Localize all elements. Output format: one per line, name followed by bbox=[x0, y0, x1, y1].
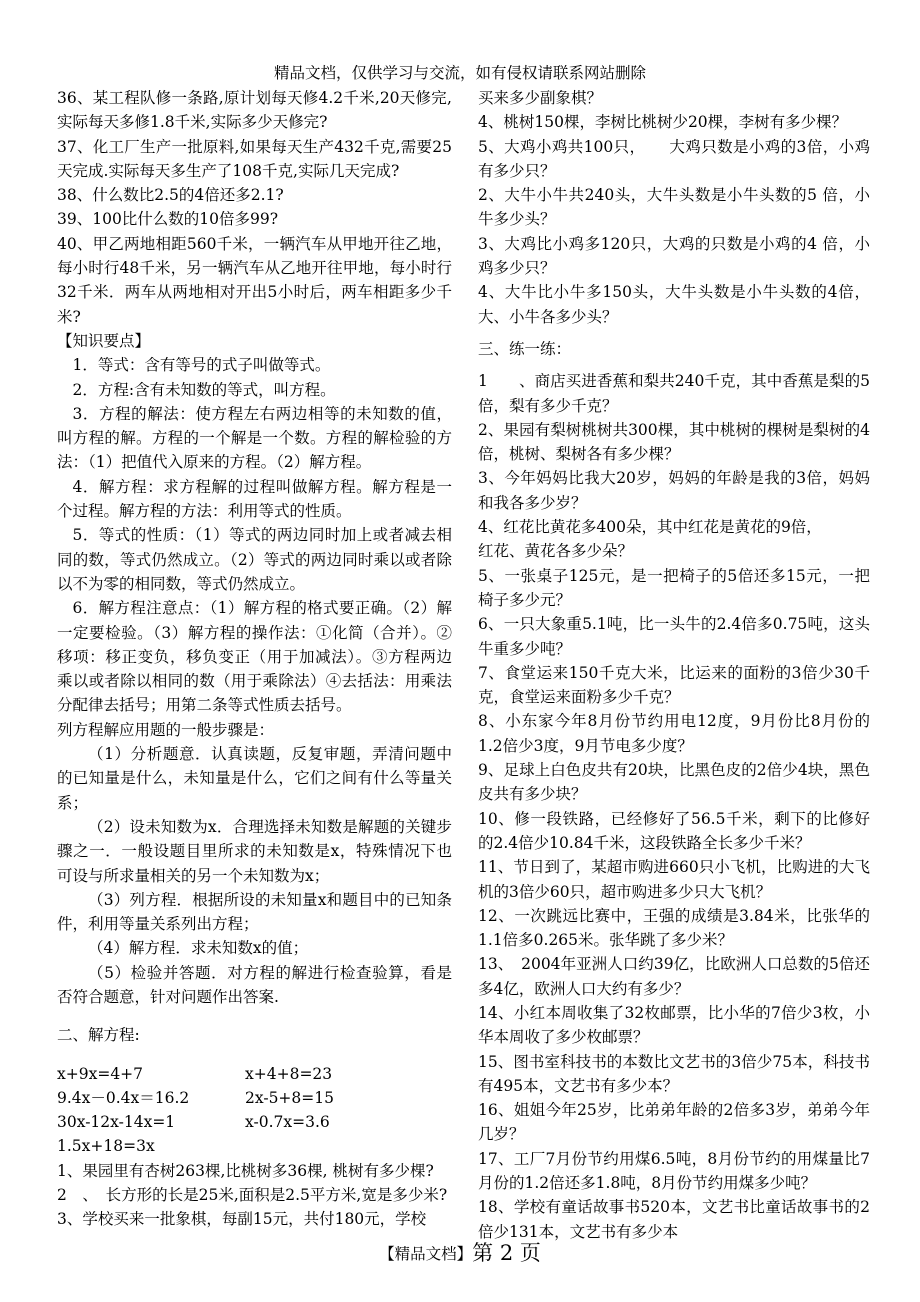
practice-item: 9、足球上白色皮共有20块，比黑色皮的2倍少4块，黑色皮共有多少块？ bbox=[478, 761, 870, 804]
knowledge-item: 3．方程的解法：使方程左右两边相等的未知数的值，叫方程的解。方程的一个解是一个数。方程的解检验的方法：（1）把值代入原来的方程。（2）解方程。 bbox=[57, 404, 452, 472]
knowledge-item: 1．等式：含有等号的式子叫做等式。 bbox=[72, 356, 331, 375]
word-problem: 5、大鸡小鸡共100只， 大鸡只数是小鸡的3倍，小鸡有多少只？ bbox=[478, 137, 870, 180]
knowledge-title: 【知识要点】 bbox=[57, 331, 151, 350]
problem-37: 37、化工厂生产一批原料,如果每天生产432千克,需要25天完成.实际每天多生产了108千克,实际几天完成? bbox=[57, 137, 452, 180]
word-problem: 3、大鸡比小鸡多120只，大鸡的只数是小鸡的4 倍，小鸡多少只？ bbox=[478, 234, 870, 278]
word-problem: 2、大牛小牛共240头，大牛头数是小牛头数的5 倍，小牛多少头？ bbox=[478, 186, 870, 229]
page-number: 第 2 页 bbox=[472, 1241, 541, 1265]
practice-item: 6、一只大象重5.1吨，比一头牛的2.4倍多0.75吨，这头牛重多少吨？ bbox=[478, 615, 870, 658]
page-header: 精品文档，仅供学习与交流，如有侵权请联系网站删除 bbox=[273, 64, 646, 82]
practice-item: 15、图书室科技书的本数比文艺书的3倍少75本，科技书有495本，文艺书有多少本？ bbox=[478, 1052, 870, 1095]
word-problem: 4、大牛比小牛多150头，大牛头数是小牛头数的4倍，大、小牛各多少头？ bbox=[478, 283, 870, 326]
section-3-title: 三、练一练： bbox=[478, 339, 572, 358]
practice-item: 8、小东家今年8月份节约用电12度，9月份比8月份的1.2倍少3度，9月节电多少度？ bbox=[478, 712, 870, 755]
practice-item: 17、工厂7月份节约用煤6.5吨，8月份节约的用煤量比7月份的1.2倍还多1.8吨，8月份节约用煤多少吨？ bbox=[478, 1149, 870, 1193]
equation: x-0.7x=3.6 bbox=[245, 1113, 330, 1132]
practice-item: 18、学校有童话故事书520本，文艺书比童话故事书的2倍少131本，文艺书有多少本 bbox=[478, 1198, 870, 1241]
equation-row bbox=[57, 1086, 452, 1110]
word-problem: 买来多少副象棋？ bbox=[478, 89, 603, 107]
problem-38: 38、什么数比2.5的4倍还多2.1? bbox=[57, 186, 284, 205]
section-2-title: 二、解方程: bbox=[57, 1026, 140, 1045]
equation: 2x-5+8=15 bbox=[245, 1088, 334, 1107]
practice-item: 10、修一段铁路，已经修好了56.5千米，剩下的比修好的2.4倍少10.84千米，这段铁路全长多少千米？ bbox=[478, 809, 870, 852]
practice-item: 16、姐姐今年25岁，比弟弟年龄的2倍多3岁，弟弟今年几岁？ bbox=[478, 1101, 870, 1144]
word-problem: 1、果园里有杏树263棵,比桃树多36棵, 桃树有多少棵? bbox=[57, 1161, 434, 1180]
equation-row bbox=[57, 1062, 452, 1086]
knowledge-item: 4．解方程：求方程解的过程叫做解方程。解方程是一个过程。解方程的方法：利用等式的性质。 bbox=[57, 477, 452, 521]
step-item: （2）设未知数为x．合理选择未知数是解题的关键步骤之一．一般设题目里所求的未知数是x，特殊情况下也可设与所求量相关的另一个未知数为x； bbox=[57, 817, 452, 885]
knowledge-item: 5．等式的性质：（1）等式的两边同时加上或者减去相同的数，等式仍然成立。（2）等式的两边同时乘以或者除以不为零的相同数，等式仍然成立。 bbox=[57, 526, 452, 593]
word-problem: 4、桃树150棵，李树比桃树少20棵，李树有多少棵？ bbox=[478, 113, 848, 132]
practice-item: 2、果园有梨树桃树共300棵，其中桃树的棵树是梨树的4倍，桃树、梨树各有多少棵？ bbox=[478, 420, 870, 464]
practice-item: 5、一张桌子125元，是一把椅子的5倍还多15元，一把椅子多少元？ bbox=[478, 566, 870, 609]
practice-item: 1 、商店买进香蕉和梨共240千克，其中香蕉是梨的5倍，梨有多少千克？ bbox=[478, 372, 870, 415]
word-problem: 2 、 长方形的长是25米,面积是2.5平方米,宽是多少米? bbox=[57, 1186, 448, 1205]
knowledge-item: 2．方程:含有未知数的等式，叫方程。 bbox=[72, 380, 336, 399]
step-item: （4）解方程．求未知数x的值； bbox=[88, 939, 309, 958]
problem-39: 39、100比什么数的10倍多99? bbox=[57, 210, 279, 229]
practice-item: 3、今年妈妈比我大20岁，妈妈的年龄是我的3倍，妈妈和我各多少岁？ bbox=[478, 469, 870, 512]
equation-row bbox=[57, 1110, 452, 1134]
practice-item: 红花、黄花各多少朵？ bbox=[478, 542, 634, 561]
equation: 30x-12x-14x=1 bbox=[57, 1113, 176, 1132]
step-item: （1）分析题意．认真读题，反复审题，弄清问题中的已知量是什么，未知量是什么，它们之间有什么等量关系； bbox=[57, 745, 452, 812]
practice-item: 4、红花比黄花多400朵，其中红花是黄花的9倍， bbox=[478, 518, 822, 537]
equation: x+9x=4+7 bbox=[57, 1064, 144, 1083]
problem-36: 36、某工程队修一条路,原计划每天修4.2千米,20天修完,实际每天多修1.8千米,实际多少天修完? bbox=[57, 89, 452, 132]
equation-row bbox=[57, 1134, 452, 1158]
practice-item: 14、小红本周收集了32枚邮票，比小华的7倍少3枚，小华本周收了多少枚邮票？ bbox=[478, 1003, 870, 1047]
equation: 1.5x+18=3x bbox=[57, 1137, 155, 1156]
word-problem: 3、学校买来一批象棋，每副15元，共付180元，学校 bbox=[57, 1210, 427, 1229]
page-footer bbox=[0, 1240, 920, 1267]
step-item: （5）检验并答题．对方程的解进行检查验算，看是否符合题意，针对问题作出答案. bbox=[57, 963, 452, 1006]
right-column bbox=[478, 86, 870, 1244]
practice-item: 12、一次跳远比赛中，王强的成绩是3.84米，比张华的1.1倍多0.265米。张华跳了多少米？ bbox=[478, 906, 870, 950]
equation: x+4+8=23 bbox=[245, 1064, 333, 1083]
practice-item: 13、 2004年亚洲人口约39亿，比欧洲人口总数的5倍还多4亿，欧洲人口大约有多少？ bbox=[478, 955, 870, 998]
problem-40: 40、甲乙两地相距560千米，一辆汽车从甲地开往乙地，每小时行48千米，另一辆汽车从乙地开往甲地，每小时行32千米．两车从两地相对开出5小时后，两车相距多少千米? bbox=[57, 234, 452, 326]
knowledge-item: 6．解方程注意点：（1）解方程的格式要正确。（2）解一定要检验。（3）解方程的操作法：①化简（合并）。②移项：移正变负，移负变正（用于加减法）。③方程两边乘以或者除以相同的数（用于乘除法）④去括法：用乘法分配律去括号；用第二条等式性质去括号。 bbox=[57, 599, 452, 715]
step-item: （3）列方程．根据所设的未知量x和题目中的已知条件，利用等量关系列出方程； bbox=[57, 890, 452, 934]
practice-item: 11、节日到了，某超市购进660只小飞机，比购进的大飞机的3倍少60只，超市购进多少只大飞机？ bbox=[478, 858, 870, 901]
equation: 9.4x－0.4x＝16.2 bbox=[57, 1088, 190, 1107]
practice-item: 7、食堂运来150千克大米，比运来的面粉的3倍少30千克，食堂运来面粉多少千克？ bbox=[478, 663, 870, 707]
steps-title: 列方程解应用题的一般步骤是： bbox=[57, 720, 275, 739]
footer-label: 【精品文档】 bbox=[379, 1245, 473, 1263]
left-column bbox=[57, 86, 452, 1232]
